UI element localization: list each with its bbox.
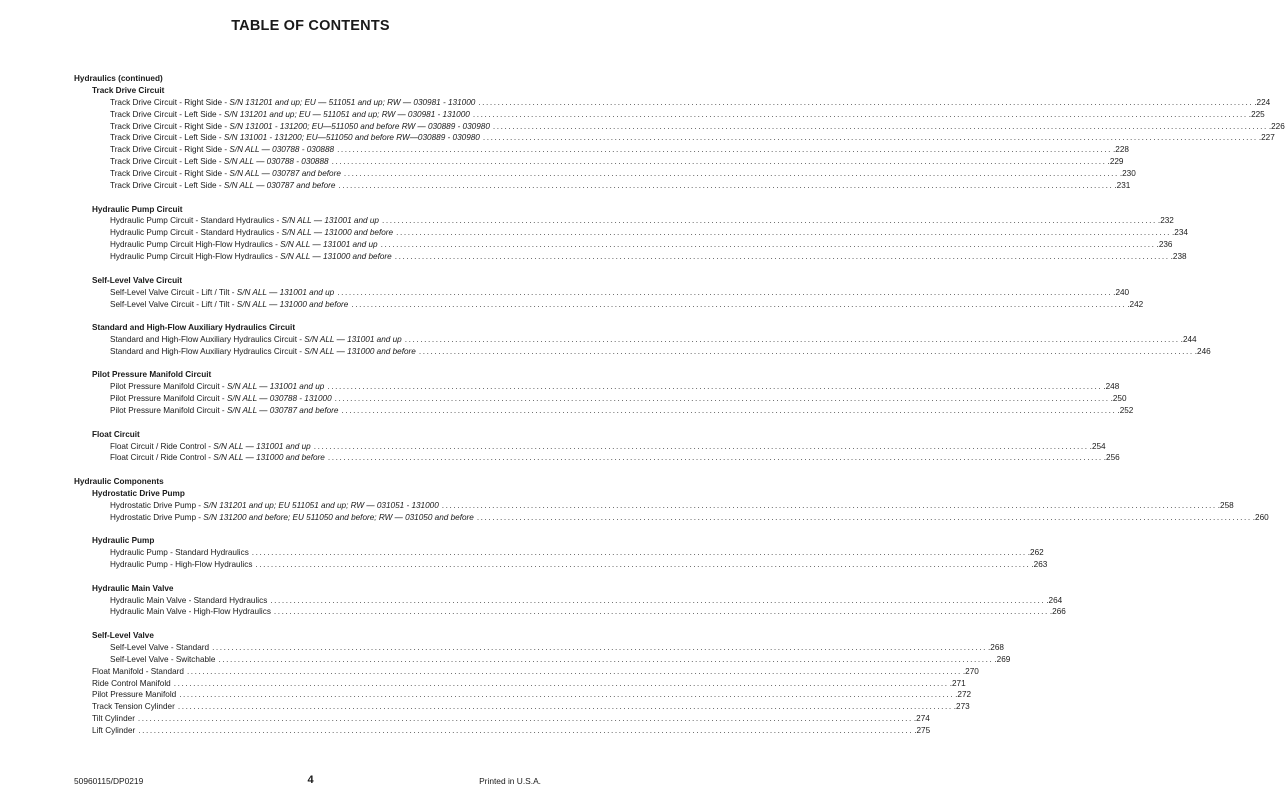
toc-entry-label: Pilot Pressure Manifold — [92, 690, 177, 700]
toc-page-number: .232 — [1157, 216, 1174, 226]
toc-page-number: .230 — [1119, 169, 1136, 179]
toc-entry[interactable] — [0, 215, 1174, 227]
toc-entry-title — [110, 215, 379, 227]
toc-entry-label: Self-Level Valve - Switchable — [110, 654, 216, 664]
toc-page-number: .272 — [955, 690, 972, 700]
toc-entry-label: Float Circuit / Ride Control - — [110, 453, 214, 463]
toc-entry[interactable] — [0, 595, 1063, 607]
toc-entry[interactable] — [0, 299, 1144, 311]
toc-entry[interactable] — [0, 287, 1130, 299]
toc-leader-dots: ........................................................................................................................................................................................................ — [251, 548, 1027, 558]
toc-entry-label: Self-Level Valve Circuit - Lift / Tilt - — [110, 299, 237, 309]
toc-entry-label: Hydrostatic Drive Pump - — [110, 500, 204, 510]
toc-leader-dots: ........................................................................................................................................................................................................ — [351, 299, 1127, 309]
toc-entry[interactable] — [0, 405, 1134, 417]
toc-leader-dots: ........................................................................................................................................................................................................ — [255, 560, 1031, 570]
toc-page-number: .246 — [1194, 346, 1211, 356]
toc-entry-serial-range: S/N ALL — 030788 - 030888 — [223, 157, 329, 167]
page-title: TABLE OF CONTENTS — [231, 18, 390, 34]
toc-leader-dots: ........................................................................................................................................................................................................ — [173, 678, 949, 688]
toc-page-number: .234 — [1172, 228, 1188, 238]
toc-entry-label: Lift Cylinder — [92, 726, 136, 736]
toc-entry-label: Track Drive Circuit - Left Side - — [110, 181, 224, 191]
toc-entry[interactable] — [0, 666, 979, 678]
toc-leader-dots: ........................................................................................................................................................................................................ — [472, 109, 1248, 119]
toc-entry-label: Hydraulic Pump Circuit - Standard Hydraulics - — [110, 228, 282, 238]
toc-leader-dots: ........................................................................................................................................................................................................ — [338, 181, 1114, 191]
toc-entry-label: Standard and High-Flow Auxiliary Hydraulics Circuit - — [110, 334, 305, 344]
toc-entry-label: Track Tension Cylinder — [92, 702, 175, 712]
toc-page-number: .268 — [988, 642, 1004, 652]
printed-note: Printed in U.S.A. — [479, 776, 541, 786]
toc-leader-dots: ........................................................................................................................................................................................................ — [441, 500, 1217, 510]
toc-entry-label: Pilot Pressure Manifold Circuit - — [110, 406, 227, 416]
toc-entry[interactable] — [0, 500, 1234, 512]
toc-entry-title — [110, 156, 329, 168]
toc-entry-title — [110, 299, 348, 311]
toc-page-number: .258 — [1217, 500, 1234, 510]
toc-entry-serial-range: S/N 131200 and before; EU 511050 and before; RW — 031050 and before — [203, 512, 474, 522]
toc-subsection-heading: Hydraulic Pump Circuit — [92, 204, 183, 214]
toc-page-number: .224 — [1254, 97, 1271, 107]
toc-entry-title — [110, 144, 334, 156]
toc-entry-label: Pilot Pressure Manifold Circuit - — [110, 382, 227, 392]
toc-entry[interactable] — [0, 689, 972, 701]
toc-entry-label: Standard and High-Flow Auxiliary Hydraulics Circuit - — [110, 346, 305, 356]
toc-subsection-heading: Pilot Pressure Manifold Circuit — [92, 370, 212, 380]
toc-subsection-heading: Standard and High-Flow Auxiliary Hydraulics Circuit — [92, 323, 296, 333]
toc-entry-label: Track Drive Circuit - Left Side - — [110, 109, 224, 119]
toc-entry[interactable] — [0, 239, 1173, 251]
toc-entry-title — [110, 642, 209, 654]
toc-entry-title — [110, 512, 474, 524]
toc-leader-dots: ........................................................................................................................................................................................................ — [337, 287, 1113, 297]
toc-leader-dots: ........................................................................................................................................................................................................ — [482, 133, 1258, 143]
toc-entry-serial-range: S/N ALL — 131000 and before — [280, 252, 392, 262]
toc-entry-title — [110, 168, 341, 180]
toc-leader-dots: ........................................................................................................................................................................................................ — [337, 145, 1113, 155]
toc-gap — [0, 618, 621, 630]
toc-entry-label: Track Drive Circuit - Left Side - — [110, 133, 224, 143]
toc-entry[interactable] — [0, 346, 1211, 358]
toc-entry-label: Hydraulic Pump Circuit High-Flow Hydraulics - — [110, 240, 281, 250]
toc-entry-serial-range: S/N ALL — 131000 and before — [281, 228, 394, 238]
toc-leader-dots: ........................................................................................................................................................................................................ — [313, 441, 1089, 451]
toc-entry-label: Track Drive Circuit - Right Side - — [110, 169, 230, 179]
toc-entry-serial-range: S/N ALL — 131001 and up — [226, 382, 325, 392]
toc-entry-serial-range: S/N 131001 - 131200; EU—511050 and before RW — 030889 - 030980 — [229, 121, 490, 131]
toc-entry-title — [110, 381, 324, 393]
toc-entry-serial-range: S/N ALL — 131001 and up — [281, 216, 379, 226]
toc-gap — [0, 263, 621, 275]
toc-entry-label: Pilot Pressure Manifold Circuit - — [110, 394, 227, 404]
table-of-contents — [0, 73, 1285, 737]
toc-entry-serial-range: S/N 131201 and up; EU — 511051 and up; RW — 030981 - 131000 — [229, 97, 476, 107]
toc-page-number: .260 — [1252, 512, 1269, 522]
toc-entry[interactable] — [0, 393, 1127, 405]
toc-entry[interactable] — [0, 713, 930, 725]
toc-leader-dots: ........................................................................................................................................................................................................ — [343, 169, 1119, 179]
toc-page-number: .254 — [1089, 441, 1106, 451]
toc-entry[interactable] — [0, 725, 931, 737]
toc-entry-title — [110, 287, 334, 299]
toc-entry-title — [110, 452, 325, 464]
toc-entry[interactable] — [0, 547, 1044, 559]
toc-entry-title — [110, 654, 215, 666]
toc-entry-title — [110, 121, 490, 133]
toc-subsection-heading: Hydrostatic Drive Pump — [92, 488, 185, 498]
toc-entry-label: Self-Level Valve Circuit - Lift / Tilt - — [110, 287, 237, 297]
toc-leader-dots: ........................................................................................................................................................................................................ — [177, 702, 953, 712]
toc-leader-dots: ........................................................................................................................................................................................................ — [327, 382, 1103, 392]
toc-entry-label: Hydraulic Main Valve - High-Flow Hydraulics — [110, 607, 271, 617]
toc-entry-serial-range: S/N ALL — 131000 and before — [213, 453, 325, 463]
toc-entry[interactable] — [0, 156, 1124, 168]
toc-entry-title — [110, 239, 378, 251]
toc-leader-dots: ........................................................................................................................................................................................................ — [331, 157, 1107, 167]
toc-entry-title — [110, 441, 311, 453]
toc-page-number: .236 — [1156, 240, 1173, 250]
toc-entry-serial-range: S/N 131201 and up; EU — 511051 and up; RW — 030981 - 131000 — [223, 109, 470, 119]
toc-leader-dots: ........................................................................................................................................................................................................ — [186, 666, 962, 676]
toc-entry[interactable] — [0, 168, 1136, 180]
toc-entry-title — [110, 547, 249, 559]
toc-leader-dots: ........................................................................................................................................................................................................ — [418, 346, 1194, 356]
toc-subsection-heading: Float Circuit — [92, 429, 140, 439]
toc-gap — [0, 524, 621, 536]
toc-entry-serial-range: S/N ALL — 131001 and up — [280, 240, 378, 250]
toc-leader-dots: ........................................................................................................................................................................................................ — [270, 595, 1046, 605]
toc-leader-dots: ........................................................................................................................................................................................................ — [396, 228, 1172, 238]
toc-subsection-heading: Track Drive Circuit — [92, 85, 165, 95]
toc-entry[interactable] — [0, 452, 1120, 464]
toc-gap — [0, 310, 621, 322]
toc-page-number: .229 — [1107, 157, 1124, 167]
toc-entry[interactable] — [0, 144, 1129, 156]
toc-page-number: .248 — [1103, 382, 1120, 392]
toc-entry-label: Tilt Cylinder — [92, 714, 135, 724]
toc-entry-title — [110, 180, 335, 192]
toc-entry-label: Hydrostatic Drive Pump - — [110, 512, 204, 522]
toc-page-number: .274 — [913, 714, 930, 724]
toc-entry-serial-range: S/N ALL — 131001 and up — [304, 334, 402, 344]
toc-page-number: .263 — [1031, 560, 1048, 570]
toc-section-heading: Hydraulic Components — [74, 477, 164, 487]
toc-entry-label: Hydraulic Pump - High-Flow Hydraulics — [110, 560, 253, 570]
toc-gap — [0, 464, 621, 476]
toc-entry-serial-range: S/N ALL — 030787 and before — [229, 169, 341, 179]
toc-entry-title — [110, 97, 475, 109]
toc-entry-serial-range: S/N ALL — 030787 and before — [223, 181, 336, 191]
toc-page-number: .264 — [1046, 595, 1063, 605]
toc-entry[interactable] — [0, 701, 970, 713]
toc-page-number: .273 — [953, 702, 970, 712]
toc-entry-title — [92, 725, 135, 737]
toc-entry-title — [110, 346, 416, 358]
toc-entry-title — [110, 109, 470, 121]
toc-page-number: .275 — [914, 726, 931, 736]
toc-section-heading: Hydraulics (continued) — [74, 74, 163, 83]
toc-entry-title — [92, 701, 175, 713]
toc-page-number: .269 — [994, 654, 1011, 664]
toc-entry[interactable] — [0, 606, 1066, 618]
toc-entry[interactable] — [0, 251, 1187, 263]
toc-leader-dots: ........................................................................................................................................................................................................ — [394, 252, 1170, 262]
toc-entry-label: Self-Level Valve - Standard — [110, 642, 210, 652]
toc-leader-dots: ........................................................................................................................................................................................................ — [334, 394, 1110, 404]
toc-leader-dots: ........................................................................................................................................................................................................ — [327, 453, 1103, 463]
toc-entry-title — [110, 559, 252, 571]
toc-leader-dots: ........................................................................................................................................................................................................ — [218, 654, 994, 664]
toc-leader-dots: ........................................................................................................................................................................................................ — [476, 512, 1252, 522]
toc-entry-label: Hydraulic Pump Circuit High-Flow Hydraulics - — [110, 252, 281, 262]
doc-number: 50960115/DP0219 — [74, 776, 144, 786]
toc-entry-label: Track Drive Circuit - Right Side - — [110, 121, 230, 131]
toc-subsection-heading: Self-Level Valve — [92, 631, 154, 641]
toc-entry[interactable] — [0, 678, 966, 690]
toc-gap — [0, 571, 621, 583]
toc-page-number: .250 — [1110, 394, 1127, 404]
toc-page-number: .271 — [949, 678, 966, 688]
toc-entry-label: Hydraulic Main Valve - Standard Hydraulics — [110, 595, 268, 605]
toc-entry-serial-range: S/N ALL — 131001 and up — [236, 287, 335, 297]
page-number: 4 — [307, 774, 314, 786]
toc-entry-label: Float Manifold - Standard — [92, 666, 184, 676]
toc-entry-title — [110, 500, 439, 512]
toc-page-number: .227 — [1258, 133, 1275, 143]
toc-page-number: .226 — [1268, 121, 1285, 131]
toc-page-number: .240 — [1113, 287, 1130, 297]
toc-leader-dots: ........................................................................................................................................................................................................ — [212, 642, 988, 652]
toc-entry-serial-range: S/N ALL — 030788 - 030888 — [229, 145, 335, 155]
toc-entry-title — [110, 132, 480, 144]
toc-entry-label: Track Drive Circuit - Right Side - — [110, 97, 230, 107]
toc-entry-title — [110, 606, 271, 618]
toc-entry-serial-range: S/N 131201 and up; EU 511051 and up; RW — 031051 - 131000 — [203, 500, 439, 510]
toc-entry[interactable] — [0, 334, 1197, 346]
toc-page-number: .228 — [1113, 145, 1129, 155]
toc-entry[interactable] — [0, 642, 1004, 654]
toc-entry-label: Track Drive Circuit - Left Side - — [110, 157, 224, 167]
toc-page-number: .244 — [1180, 334, 1197, 344]
toc-leader-dots: ........................................................................................................................................................................................................ — [478, 97, 1254, 107]
toc-entry-label: Float Circuit / Ride Control - — [110, 441, 214, 451]
toc-entry[interactable] — [0, 654, 1011, 666]
toc-entry[interactable] — [0, 121, 1285, 133]
toc-entry[interactable] — [0, 227, 1188, 239]
toc-page-number: .231 — [1114, 181, 1131, 191]
toc-entry[interactable] — [0, 512, 1269, 524]
toc-entry-label: Ride Control Manifold — [92, 678, 171, 688]
toc-page-number: .252 — [1117, 406, 1134, 416]
toc-entry-title — [110, 595, 267, 607]
toc-leader-dots: ........................................................................................................................................................................................................ — [179, 690, 955, 700]
toc-entry-title — [92, 666, 184, 678]
toc-entry-label: Track Drive Circuit - Right Side - — [110, 145, 230, 155]
toc-leader-dots: ........................................................................................................................................................................................................ — [273, 607, 1049, 617]
toc-subsection-heading: Self-Level Valve Circuit — [92, 275, 183, 285]
toc-entry[interactable] — [0, 381, 1120, 393]
toc-leader-dots: ........................................................................................................................................................................................................ — [380, 240, 1156, 250]
toc-leader-dots: ........................................................................................................................................................................................................ — [492, 121, 1268, 131]
toc-entry-title — [92, 689, 176, 701]
toc-entry-serial-range: S/N ALL — 131000 and before — [236, 299, 349, 309]
toc-gap — [0, 417, 621, 429]
toc-entry[interactable] — [0, 132, 1275, 144]
toc-entry-title — [110, 334, 402, 346]
toc-entry-serial-range: S/N ALL — 030788 - 131000 — [226, 394, 332, 404]
toc-entry-title — [110, 405, 338, 417]
toc-entry-title — [110, 227, 393, 239]
toc-leader-dots: ........................................................................................................................................................................................................ — [341, 406, 1117, 416]
toc-entry-serial-range: S/N ALL — 131001 and up — [213, 441, 311, 451]
toc-entry-serial-range: S/N 131001 - 131200; EU—511050 and before RW—030889 - 030980 — [223, 133, 480, 143]
toc-page-number: .238 — [1170, 252, 1187, 262]
toc-entry-label: Hydraulic Pump Circuit - Standard Hydraulics - — [110, 216, 282, 226]
toc-page-number: .242 — [1127, 299, 1144, 309]
toc-page-number: .262 — [1027, 548, 1044, 558]
toc-gap — [0, 358, 621, 370]
toc-leader-dots: ........................................................................................................................................................................................................ — [404, 334, 1180, 344]
toc-gap — [0, 192, 621, 204]
toc-entry-title — [92, 678, 171, 690]
toc-leader-dots: ........................................................................................................................................................................................................ — [137, 714, 913, 724]
toc-subsection-heading: Hydraulic Main Valve — [92, 583, 174, 593]
toc-leader-dots: ........................................................................................................................................................................................................ — [381, 216, 1157, 226]
toc-subsection-heading: Hydraulic Pump — [92, 536, 155, 546]
toc-entry[interactable] — [0, 180, 1131, 192]
toc-page-number: .256 — [1103, 453, 1120, 463]
toc-entry[interactable] — [0, 109, 1265, 121]
toc-entry-label: Hydraulic Pump - Standard Hydraulics — [110, 548, 249, 558]
toc-leader-dots: ........................................................................................................................................................................................................ — [138, 726, 914, 736]
toc-entry-title — [92, 713, 135, 725]
toc-entry[interactable] — [0, 441, 1106, 453]
toc-entry-title — [110, 251, 392, 263]
toc-page-number: .266 — [1049, 607, 1066, 617]
toc-entry[interactable] — [0, 97, 1271, 109]
toc-page-number: .270 — [962, 666, 979, 676]
toc-entry-serial-range: S/N ALL — 131000 and before — [304, 346, 416, 356]
toc-entry[interactable] — [0, 559, 1048, 571]
toc-entry-title — [110, 393, 332, 405]
toc-page-number: .225 — [1248, 109, 1265, 119]
toc-entry-serial-range: S/N ALL — 030787 and before — [226, 406, 339, 416]
